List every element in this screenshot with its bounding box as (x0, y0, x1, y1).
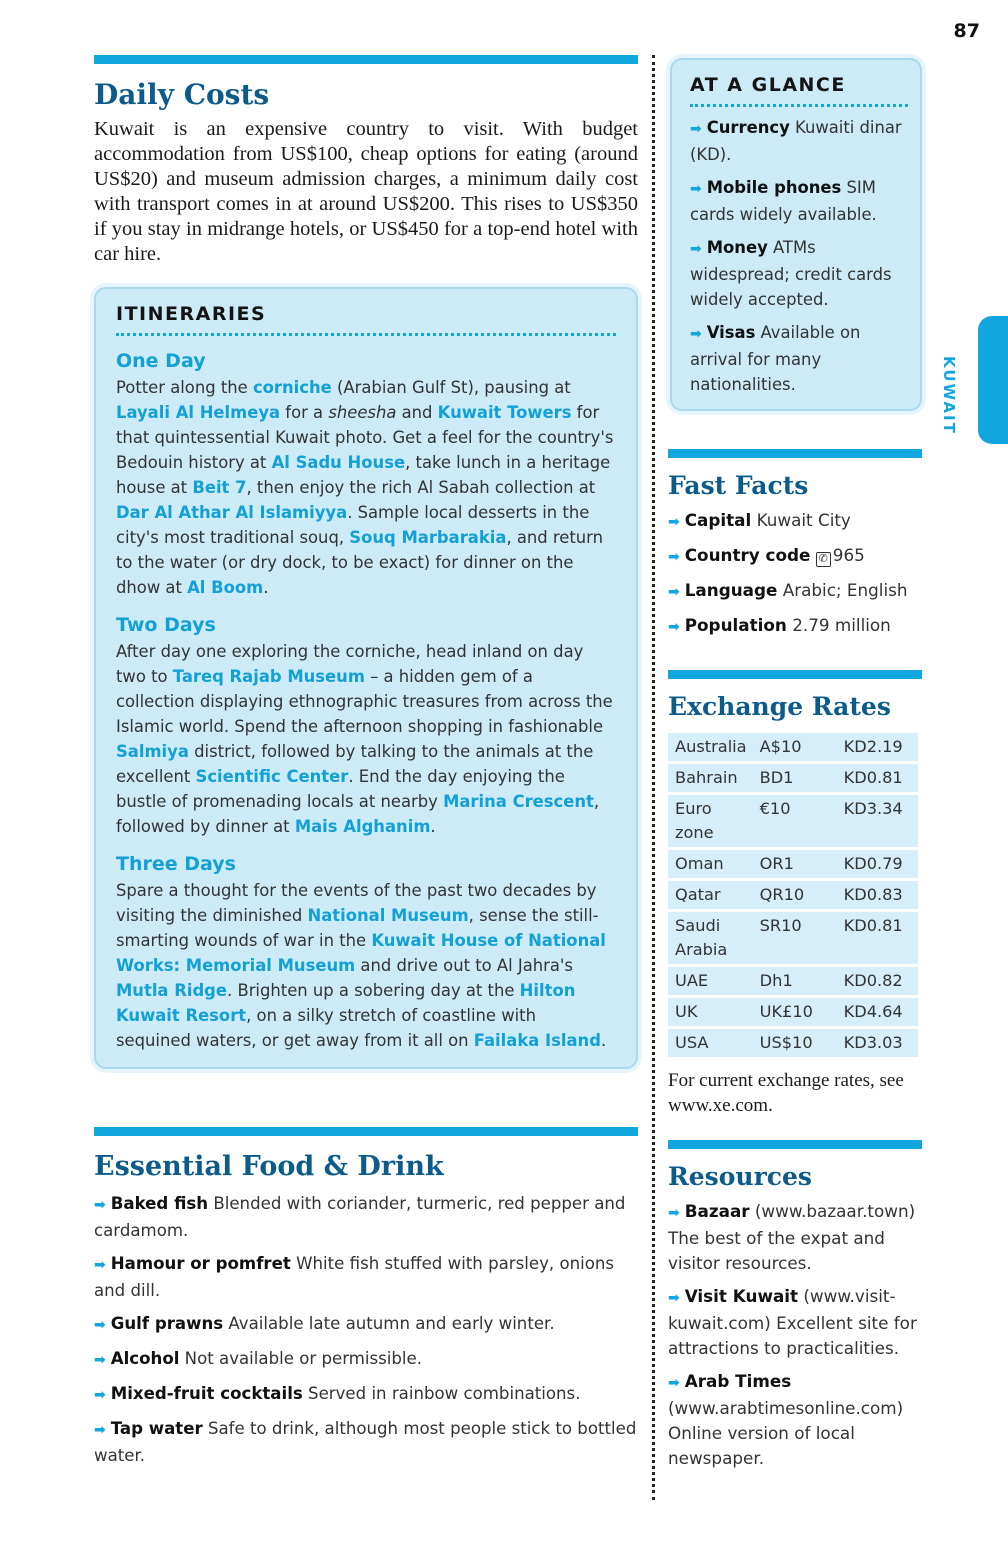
table-cell: Dh1 (753, 967, 837, 995)
food-drink-list (94, 1191, 638, 1468)
itinerary-text-run: – a hidden gem of a collection displaying ethnographic treasures from across the Islamic world. Spend the afternoon shopping in fashionable (116, 666, 613, 736)
itinerary-heading: Two Days (116, 613, 216, 636)
resource-item-name: Arab Times (684, 1370, 792, 1391)
itinerary-text-run: (Arabian Gulf St), pausing at (331, 377, 571, 397)
itinerary-text (116, 639, 616, 839)
food-item-desc: Blended with coriander, turmeric, red pepper and cardamom. (94, 1194, 626, 1241)
food-item (94, 1346, 638, 1373)
highlighted-place: Kuwait House of National Works: Memorial Museum (116, 930, 606, 975)
highlighted-place: Mais Alghanim (294, 816, 431, 836)
fact-country-code (668, 543, 922, 570)
itineraries-box (94, 287, 638, 1069)
fact-value: 2.79 million (786, 614, 891, 635)
table-cell: Qatar (668, 881, 753, 909)
table-cell: USA (668, 1029, 753, 1057)
arrow-icon: ➡ (690, 241, 702, 257)
highlighted-place: Kuwait Towers (437, 402, 572, 422)
table-cell: Saudi Arabia (668, 912, 753, 964)
itinerary-text-run: Spare a thought for the events of the past two decades by visiting the diminished (116, 880, 597, 925)
column-divider (652, 55, 655, 1500)
table-row (668, 1029, 918, 1057)
food-item-desc: Available late autumn and early winter. (223, 1314, 555, 1334)
arrow-icon: ➡ (668, 1204, 680, 1221)
page-number: 87 (953, 20, 980, 42)
highlighted-place: Salmiya (116, 741, 189, 761)
itinerary-text (116, 878, 616, 1053)
food-item-name: Baked fish (110, 1194, 209, 1214)
glance-item (690, 115, 908, 167)
itinerary-text-run: , then enjoy the rich Al Sabah collection at (246, 477, 596, 497)
fact-population (668, 613, 922, 640)
itinerary-text-run: and (396, 402, 438, 422)
food-item-name: Alcohol (110, 1349, 180, 1369)
food-item-desc: Safe to drink, although most people stick to bottled water. (94, 1419, 637, 1466)
glance-item (690, 175, 908, 227)
itinerary-text-run: After day one exploring the corniche, head inland on day two to (116, 641, 584, 686)
table-cell: KD4.64 (837, 998, 918, 1026)
fact-label: Population (684, 614, 787, 635)
highlighted-place: Tareq Rajab Museum (172, 666, 365, 686)
itineraries-sections (116, 350, 616, 1053)
table-cell: €10 (753, 795, 837, 847)
food-drink-title: Essential Food & Drink (94, 1150, 444, 1182)
table-cell: UAE (668, 967, 753, 995)
section-rule (668, 670, 922, 679)
section-rule (668, 1140, 922, 1149)
highlighted-place: Marina Crescent (443, 791, 594, 811)
fact-label: Country code (684, 544, 811, 565)
glance-item (690, 235, 908, 312)
glance-item-name: Mobile phones (706, 178, 842, 197)
table-cell: BD1 (753, 764, 837, 792)
highlighted-place: Dar Al Athar Al Islamiyya (116, 502, 348, 522)
section-rule (94, 1127, 638, 1136)
itinerary-text-run: . (430, 816, 436, 836)
itinerary-text-run: Potter along the (116, 377, 253, 397)
fast-facts-title: Fast Facts (668, 471, 809, 500)
table-row (668, 881, 918, 909)
food-item (94, 1191, 638, 1243)
itinerary-heading: One Day (116, 349, 206, 372)
arrow-icon: ➡ (94, 1422, 106, 1439)
itinerary-text-run: . Brighten up a sobering day at the (227, 980, 520, 1000)
food-item (94, 1311, 638, 1338)
fact-label: Capital (684, 509, 752, 530)
glance-item-desc: Kuwaiti dinar (KD). (690, 118, 902, 164)
itinerary-text-run: , sense the still-smarting wounds of war in the (116, 905, 599, 950)
resource-item-name: Visit Kuwait (684, 1285, 799, 1306)
itinerary-text-run: for that quintessential Kuwait photo. Get a feel for the country's Bedouin history at (116, 402, 614, 472)
food-item (94, 1251, 638, 1303)
table-cell: OR1 (753, 850, 837, 878)
highlighted-place: Al Sadu House (271, 452, 406, 472)
itinerary-text-run: , followed by dinner at (116, 791, 600, 836)
resource-item-desc: (www.bazaar.town) The best of the expat and visitor resources. (668, 1200, 916, 1273)
resource-item (668, 1199, 922, 1276)
itinerary-text-run: , on a silky stretch of coastline with sequined waters, or get away from it all on (116, 1005, 536, 1050)
section-rule (94, 55, 638, 64)
arrow-icon: ➡ (668, 1374, 680, 1391)
food-item-name: Hamour or pomfret (110, 1254, 291, 1274)
right-column (668, 55, 922, 1471)
at-a-glance-list (690, 115, 908, 397)
fact-language (668, 578, 922, 605)
arrow-icon: ➡ (94, 1197, 106, 1214)
fact-value: Arabic; English (777, 579, 908, 600)
phone-icon: ✆ (816, 552, 831, 567)
arrow-icon: ➡ (690, 121, 702, 137)
itinerary-text-run: , and return to the water (or dry dock, to be exact) for dinner on the dhow at (116, 527, 604, 597)
table-cell: SR10 (753, 912, 837, 964)
table-cell: UK (668, 998, 753, 1026)
glance-item (690, 320, 908, 397)
table-row (668, 998, 918, 1026)
highlighted-place: Failaka Island (473, 1030, 601, 1050)
dotted-divider (690, 104, 908, 107)
table-row (668, 912, 918, 964)
table-cell: KD0.81 (837, 764, 918, 792)
daily-costs-title: Daily Costs (94, 78, 270, 111)
arrow-icon: ➡ (690, 181, 702, 197)
table-cell: KD0.83 (837, 881, 918, 909)
resources-list (668, 1199, 922, 1471)
itinerary-text-run: . (263, 577, 269, 597)
fact-value: 965 (832, 544, 865, 565)
arrow-icon: ➡ (94, 1317, 106, 1334)
food-item-desc: Not available or permissible. (179, 1349, 423, 1369)
table-cell: KD0.82 (837, 967, 918, 995)
table-cell: Australia (668, 733, 753, 761)
arrow-icon: ➡ (668, 513, 680, 530)
food-item-name: Tap water (110, 1419, 203, 1439)
at-a-glance-title: AT A GLANCE (690, 74, 846, 96)
highlighted-place: Al Boom (187, 577, 264, 597)
table-cell: QR10 (753, 881, 837, 909)
itinerary-text-run: , take lunch in a heritage house at (116, 452, 611, 497)
table-cell: KD3.34 (837, 795, 918, 847)
food-item-desc: White fish stuffed with parsley, onions and dill. (94, 1254, 615, 1301)
highlighted-place: Beit 7 (192, 477, 247, 497)
food-item-name: Gulf prawns (110, 1314, 224, 1334)
table-cell: KD0.81 (837, 912, 918, 964)
highlighted-place: corniche (252, 377, 332, 397)
table-cell: KD2.19 (837, 733, 918, 761)
resources-title: Resources (668, 1162, 812, 1191)
food-item-name: Mixed-fruit cocktails (110, 1384, 303, 1404)
itinerary-text-run: sheesha (328, 402, 397, 422)
fact-label: Language (684, 579, 778, 600)
itinerary-text-run: . End the day enjoying the bustle of promenading locals at nearby (116, 766, 565, 811)
glance-item-name: Money (706, 238, 768, 257)
itinerary-heading: Three Days (116, 852, 236, 875)
table-cell: Bahrain (668, 764, 753, 792)
highlighted-place: Scientific Center (195, 766, 349, 786)
glance-item-desc: Available on arrival for many nationalities. (690, 323, 861, 394)
exchange-rates-table (668, 730, 918, 1060)
itinerary-text-run: . (600, 1030, 607, 1050)
glance-item-name: Currency (706, 118, 790, 137)
itineraries-title: ITINERARIES (116, 302, 267, 325)
glance-item-desc: ATMs widespread; credit cards widely accepted. (690, 238, 892, 309)
table-cell: KD0.79 (837, 850, 918, 878)
highlighted-place: National Museum (307, 905, 469, 925)
highlighted-place: Mutla Ridge (116, 980, 228, 1000)
left-column (94, 55, 638, 1476)
highlighted-place: Layali Al Helmeya (116, 402, 281, 422)
food-item (94, 1381, 638, 1408)
table-cell: UK£10 (753, 998, 837, 1026)
resource-item-name: Bazaar (684, 1200, 750, 1221)
itinerary-text (116, 375, 616, 600)
resource-item (668, 1369, 922, 1471)
fact-capital (668, 508, 922, 535)
table-cell: A$10 (753, 733, 837, 761)
itinerary-text-run: district, followed by talking to the animals at the excellent (116, 741, 594, 786)
arrow-icon: ➡ (668, 1289, 680, 1306)
at-a-glance-box (670, 58, 922, 411)
table-cell: US$10 (753, 1029, 837, 1057)
table-cell: KD3.03 (837, 1029, 918, 1057)
arrow-icon: ➡ (94, 1387, 106, 1404)
resource-item (668, 1284, 922, 1361)
section-rule (668, 449, 922, 458)
arrow-icon: ➡ (668, 618, 680, 635)
exchange-rates-title: Exchange Rates (668, 691, 891, 721)
resource-item-desc: (www.arabtimesonline.com) Online version of local newspaper. (668, 1397, 904, 1468)
table-row (668, 764, 918, 792)
dotted-divider (116, 333, 616, 336)
itinerary-text-run: and drive out to Al Jahra's (355, 955, 573, 975)
arrow-icon: ➡ (668, 583, 680, 600)
exchange-rates-note: For current exchange rates, see www.xe.com. (668, 1070, 904, 1116)
table-row (668, 795, 918, 847)
highlighted-place: Hilton Kuwait Resort (116, 980, 576, 1025)
table-cell: Oman (668, 850, 753, 878)
table-row (668, 733, 918, 761)
fact-value: Kuwait City (751, 509, 851, 530)
table-row (668, 967, 918, 995)
arrow-icon: ➡ (94, 1257, 106, 1274)
arrow-icon: ➡ (94, 1352, 106, 1369)
chapter-tab (978, 316, 1008, 444)
food-item (94, 1416, 638, 1468)
daily-costs-text: Kuwait is an expensive country to visit. With budget accommodation from US$100, cheap options for eating (around US$20) and museum admission charges, a minimum daily cost with transport comes in at around US$200. This rises to US$350 if you stay in midrange hotels, or US$450 for a top-end hotel with car hire. (94, 117, 638, 265)
table-row (668, 850, 918, 878)
highlighted-place: Souq Marbarakia (349, 527, 507, 547)
itinerary-text-run: for a (280, 402, 329, 422)
glance-item-desc: SIM cards widely available. (690, 178, 877, 224)
resource-item-desc: (www.visit-kuwait.com) Excellent site for attractions to practicalities. (668, 1285, 917, 1358)
glance-item-name: Visas (706, 323, 756, 342)
arrow-icon: ➡ (668, 548, 680, 565)
table-cell: Euro zone (668, 795, 753, 847)
food-item-desc: Served in rainbow combinations. (302, 1384, 581, 1404)
itinerary-text-run: . Sample local desserts in the city's most traditional souq, (116, 502, 590, 547)
arrow-icon: ➡ (690, 326, 702, 342)
